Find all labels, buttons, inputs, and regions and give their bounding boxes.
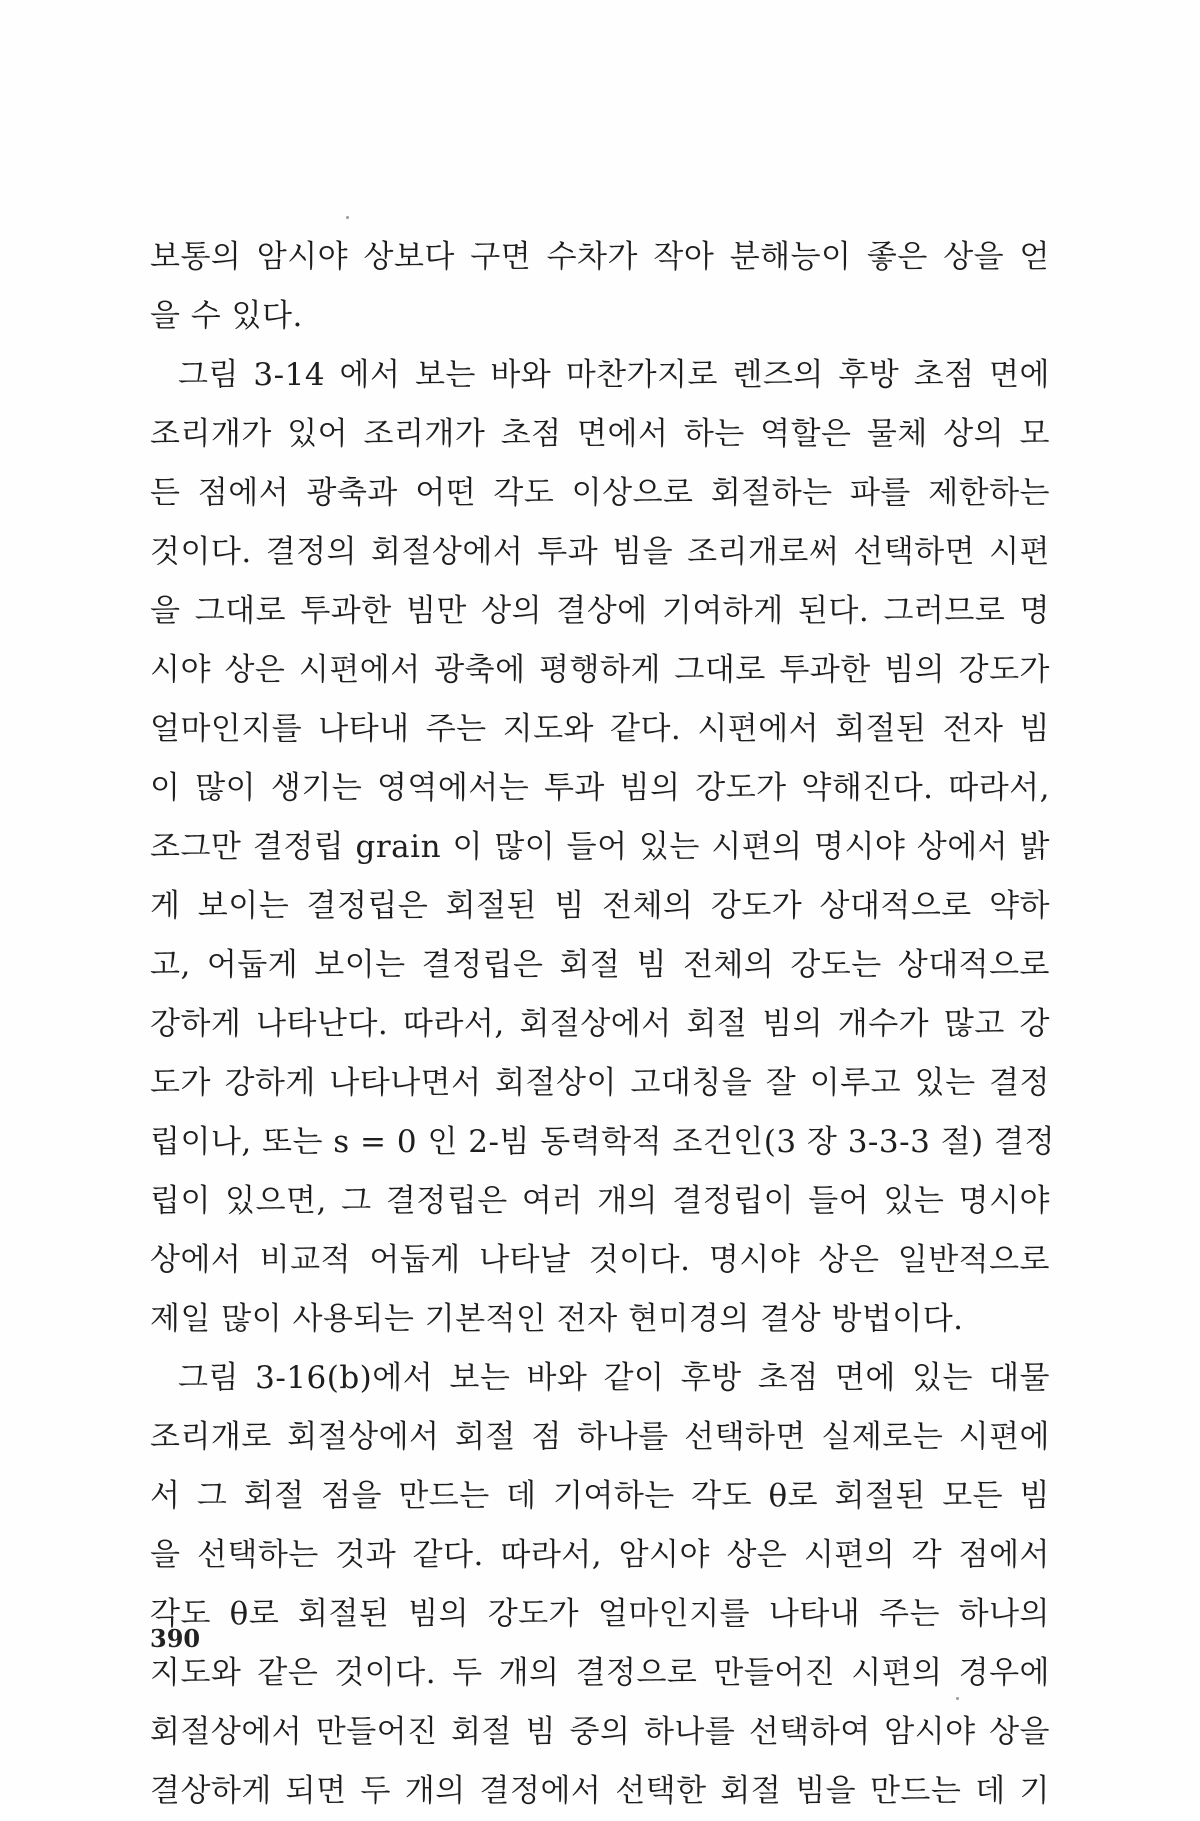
text-line: 것이다. 결정의 회절상에서 투과 빔을 조리개로써 선택하면 시편: [150, 534, 1050, 570]
text-line: 얼마인지를 나타내 주는 지도와 같다. 시편에서 회절된 전자 빔: [150, 711, 1050, 747]
text-line: 회절상에서 만들어진 회절 빔 중의 하나를 선택하여 암시야 상을: [150, 1714, 1050, 1750]
text-line: 이 많이 생기는 영역에서는 투과 빔의 강도가 약해진다. 따라서,: [150, 770, 1050, 806]
page-number: 390: [150, 1624, 201, 1653]
paragraph-start-line: 그림 3-16(b)에서 보는 바와 같이 후방 초점 면에 있는 대물: [178, 1360, 1050, 1396]
text-line: 각도 θ로 회절된 빔의 강도가 얼마인지를 나타내 주는 하나의: [150, 1596, 1050, 1632]
body-text: [150, 228, 1055, 1821]
text-line: 시야 상은 시편에서 광축에 평행하게 그대로 투과한 빔의 강도가: [150, 652, 1050, 688]
text-line: 도가 강하게 나타나면서 회절상이 고대칭을 잘 이루고 있는 결정: [150, 1065, 1050, 1101]
text-line: 조리개가 있어 조리개가 초점 면에서 하는 역할은 물체 상의 모: [150, 416, 1050, 452]
text-line: 상에서 비교적 어둡게 나타날 것이다. 명시야 상은 일반적으로: [150, 1242, 1050, 1278]
text-line: 제일 많이 사용되는 기본적인 전자 현미경의 결상 방법이다.: [150, 1301, 964, 1337]
scan-speck: [956, 1697, 959, 1700]
text-line: 을 수 있다.: [150, 298, 303, 334]
text-line: 조그만 결정립 grain 이 많이 들어 있는 시편의 명시야 상에서 밝: [150, 829, 1050, 865]
text-line: 지도와 같은 것이다. 두 개의 결정으로 만들어진 시편의 경우에: [150, 1655, 1050, 1691]
text-line: 서 그 회절 점을 만드는 데 기여하는 각도 θ로 회절된 모든 빔: [150, 1478, 1050, 1514]
text-line: 조리개로 회절상에서 회절 점 하나를 선택하면 실제로는 시편에: [150, 1419, 1050, 1455]
text-line: 강하게 나타난다. 따라서, 회절상에서 회절 빔의 개수가 많고 강: [150, 1006, 1050, 1042]
scan-speck: [346, 216, 349, 219]
text-line: 든 점에서 광축과 어떤 각도 이상으로 회절하는 파를 제한하는: [150, 475, 1050, 511]
text-line: 립이나, 또는 s = 0 인 2-빔 동력학적 조건인(3 장 3-3-3 절) 결정: [150, 1124, 1055, 1160]
text-line: 을 그대로 투과한 빔만 상의 결상에 기여하게 된다. 그러므로 명: [150, 593, 1050, 629]
paragraph-start-line: 그림 3-14 에서 보는 바와 마찬가지로 렌즈의 후방 초점 면에: [178, 357, 1050, 393]
text-line: 립이 있으면, 그 결정립은 여러 개의 결정립이 들어 있는 명시야: [150, 1183, 1050, 1219]
text-line: 을 선택하는 것과 같다. 따라서, 암시야 상은 시편의 각 점에서: [150, 1537, 1050, 1573]
text-line: 보통의 암시야 상보다 구면 수차가 작아 분해능이 좋은 상을 얻: [150, 239, 1050, 275]
text-line: 결상하게 되면 두 개의 결정에서 선택한 회절 빔을 만드는 데 기: [150, 1773, 1050, 1809]
text-line: 게 보이는 결정립은 회절된 빔 전체의 강도가 상대적으로 약하: [150, 888, 1050, 924]
text-line: 고, 어둡게 보이는 결정립은 회절 빔 전체의 강도는 상대적으로: [150, 947, 1050, 983]
